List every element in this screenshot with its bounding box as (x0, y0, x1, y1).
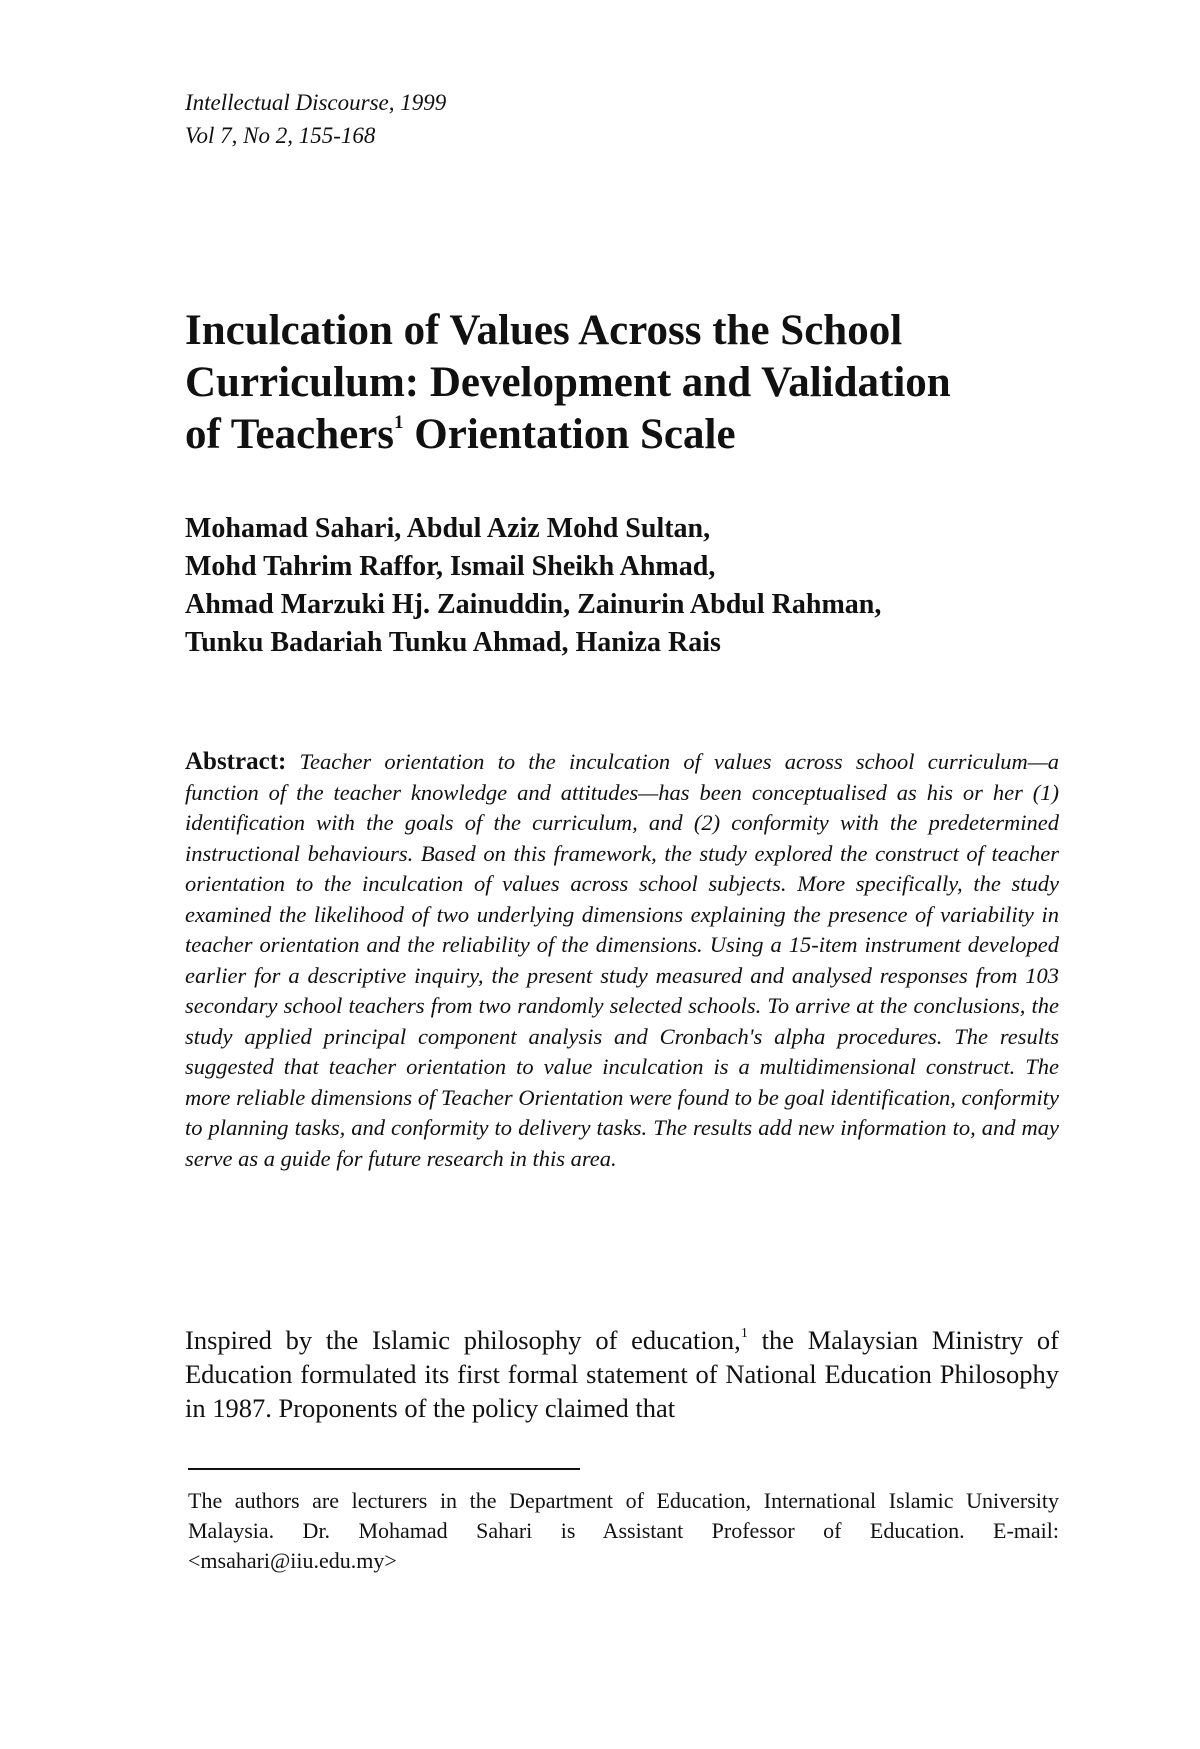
journal-citation (185, 86, 446, 152)
body-footnote-marker: 1 (740, 1326, 748, 1341)
body-paragraph (185, 1323, 1059, 1425)
author-line-3: Ahmad Marzuki Hj. Zainuddin, Zainurin Abdul Rahman, (185, 589, 882, 620)
body-text-part-2: the Malaysian Ministry of Education formulated its first formal statement of National Education Philosophy in 1987. Proponents of the policy claimed that (185, 1325, 1059, 1423)
author-list (185, 510, 1085, 662)
author-line-4: Tunku Badariah Tunku Ahmad, Haniza Rais (185, 627, 721, 658)
paper-title (185, 305, 1085, 461)
body-text-part-1: Inspired by the Islamic philosophy of education, (185, 1325, 741, 1355)
title-line-3-start: of Teachers (185, 411, 395, 458)
abstract (185, 747, 1059, 1174)
author-line-2: Mohd Tahrim Raffor, Ismail Sheikh Ahmad, (185, 551, 716, 582)
abstract-label: Abstract: (185, 748, 287, 775)
title-line-1: Inculcation of Values Across the School (185, 307, 903, 354)
journal-name: Intellectual Discourse, 1999 (185, 90, 447, 115)
title-line-3-end: Orientation Scale (403, 411, 736, 458)
author-line-1: Mohamad Sahari, Abdul Aziz Mohd Sultan, (185, 513, 711, 544)
journal-volume: Vol 7, No 2, 155-168 (185, 123, 376, 148)
title-line-3 (185, 409, 1085, 461)
title-line-2: Curriculum: Development and Validation (185, 359, 951, 406)
footnote-divider (188, 1468, 580, 1470)
title-footnote-marker: 1 (394, 412, 404, 433)
abstract-text: Teacher orientation to the inculcation of values across school curriculum—a function of the teacher knowledge and attitudes—has been conceptualised as his or her (1) identification with the goals of the curriculum, and (2) conformity with the predetermined instructional behaviours. Based on this framework, the study explored the construct of teacher orientation to the inculcation of values across school subjects. More specifically, the study examined the likelihood of two underlying dimensions explaining the presence of variability in teacher orientation and the reliability of the dimensions. Using a 15-item instrument developed earlier for a descriptive inquiry, the present study measured and analysed responses from 103 secondary school teachers from two randomly selected schools. To arrive at the conclusions, the study applied principal component analysis and Cronbach's alpha procedures. The results suggested that teacher orientation to value inculcation is a multidimensional construct. The more reliable dimensions of Teacher Orientation were found to be goal identification, conformity to planning tasks, and conformity to delivery tasks. The results add new information to, and may serve as a guide for future research in this area. (185, 749, 1059, 1171)
footnote-text: The authors are lecturers in the Department of Education, International Islamic University Malaysia. Dr. Mohamad Sahari is Assistant Professor of Education. E-mail: <msahari@iiu.edu.my> (188, 1488, 1059, 1573)
